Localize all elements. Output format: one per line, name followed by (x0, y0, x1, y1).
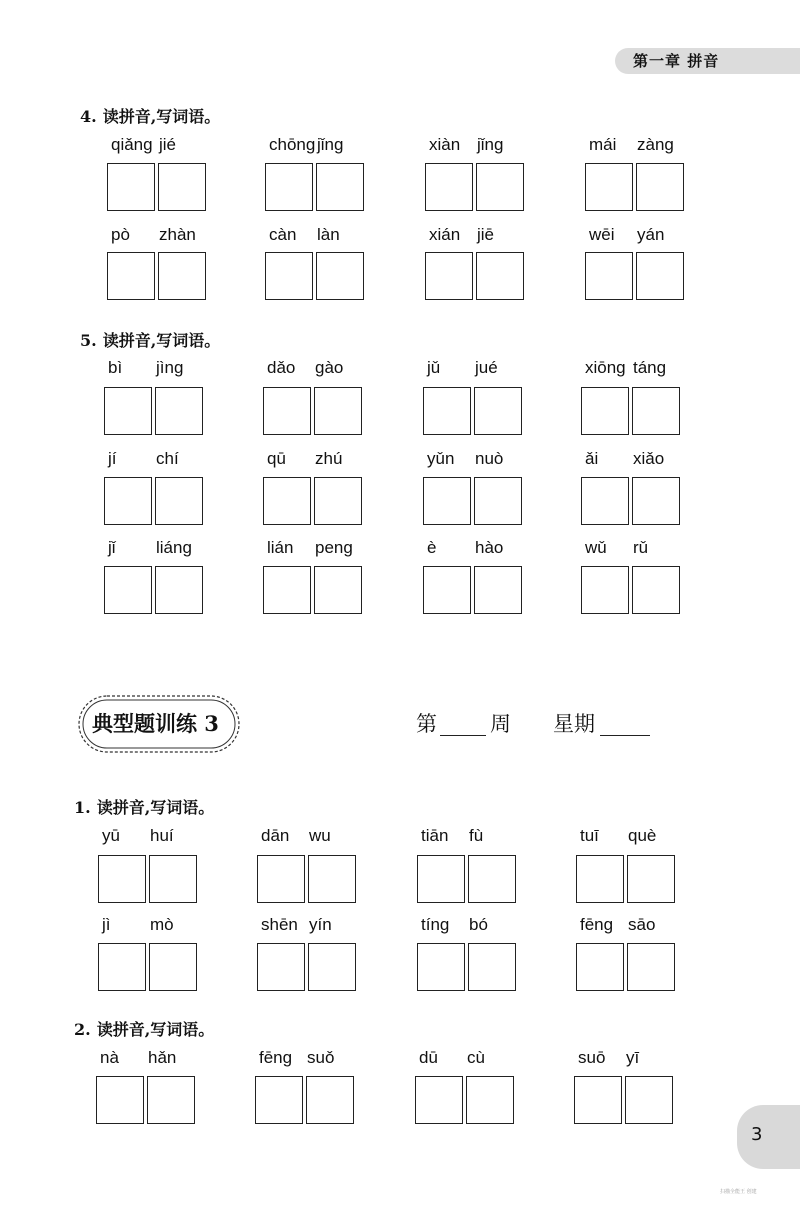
pinyin-syllable: dū (419, 1048, 438, 1067)
pinyin-syllable: jǐng (317, 135, 344, 154)
writing-box[interactable] (263, 477, 311, 525)
writing-box-pair (257, 855, 357, 903)
writing-box[interactable] (147, 1076, 195, 1124)
question-instruction: 读拼音,写词语。 (96, 1020, 215, 1039)
writing-box-pair (265, 252, 365, 300)
pinyin-syllable: jì (102, 915, 111, 934)
pinyin-syllable: dǎo (267, 358, 296, 377)
writing-box[interactable] (314, 566, 362, 614)
writing-box-pair (265, 163, 365, 211)
writing-box[interactable] (632, 566, 680, 614)
pinyin-syllable: pò (111, 225, 130, 244)
writing-box[interactable] (627, 855, 675, 903)
pinyin-syllable: xiǎo (633, 449, 665, 468)
pinyin-syllable: è (427, 538, 437, 557)
writing-box[interactable] (474, 566, 522, 614)
writing-box[interactable] (581, 477, 629, 525)
writing-box-pair (417, 855, 517, 903)
writing-box-pair (581, 477, 681, 525)
weekday-blank[interactable] (600, 734, 650, 736)
writing-box[interactable] (98, 943, 146, 991)
pinyin-syllable: yán (637, 225, 665, 244)
pinyin-syllable: zàng (637, 135, 674, 154)
pinyin-syllable: zhàn (159, 225, 196, 244)
writing-box[interactable] (474, 387, 522, 435)
writing-box-pair (425, 163, 525, 211)
pinyin-syllable: ǎi (585, 449, 599, 468)
pinyin-syllable: dān (261, 826, 290, 845)
writing-box[interactable] (96, 1076, 144, 1124)
pinyin-syllable: làn (317, 225, 340, 244)
writing-box[interactable] (158, 163, 206, 211)
writing-box[interactable] (423, 477, 471, 525)
writing-box[interactable] (104, 477, 152, 525)
week-prefix: 第 (416, 712, 437, 736)
pinyin-syllable: fēng (580, 915, 614, 934)
writing-box[interactable] (581, 566, 629, 614)
writing-box[interactable] (98, 855, 146, 903)
writing-box[interactable] (632, 387, 680, 435)
pinyin-syllable: yī (626, 1048, 640, 1067)
week-word: 周 (490, 712, 511, 736)
pinyin-syllable: mái (589, 135, 617, 154)
question-instruction: 读拼音,写词语。 (102, 107, 221, 126)
writing-box[interactable] (257, 943, 305, 991)
pinyin-syllable: xián (429, 225, 461, 244)
pinyin-syllable: jǐng (477, 135, 504, 154)
writing-box[interactable] (466, 1076, 514, 1124)
pinyin-syllable: yǔn (427, 449, 455, 468)
writing-box[interactable] (263, 387, 311, 435)
pinyin-syllable: jié (159, 135, 177, 154)
pinyin-syllable: jué (475, 358, 498, 377)
writing-box-pair (415, 1076, 515, 1124)
pinyin-syllable: bì (108, 358, 123, 377)
pinyin-syllable: peng (315, 538, 353, 557)
writing-box-pair (417, 943, 517, 991)
pinyin-syllable: wǔ (585, 538, 607, 557)
question-number: 1. (74, 798, 91, 817)
writing-box-pair (423, 566, 523, 614)
pinyin-syllable: liáng (156, 538, 192, 557)
writing-box[interactable] (308, 855, 356, 903)
pinyin-syllable: hào (475, 538, 504, 557)
writing-box-pair (104, 566, 204, 614)
writing-box[interactable] (316, 252, 364, 300)
writing-box[interactable] (632, 477, 680, 525)
question-5-title (80, 328, 220, 351)
writing-box[interactable] (314, 477, 362, 525)
pinyin-syllable: chōng (269, 135, 316, 154)
writing-box[interactable] (476, 252, 524, 300)
writing-box-pair (255, 1076, 355, 1124)
writing-box[interactable] (107, 252, 155, 300)
writing-box[interactable] (149, 855, 197, 903)
writing-box-pair (257, 943, 357, 991)
pinyin-syllable: shēn (261, 915, 298, 934)
writing-box[interactable] (585, 252, 633, 300)
writing-box[interactable] (104, 566, 152, 614)
pinyin-syllable: hǎn (148, 1048, 177, 1067)
writing-box[interactable] (316, 163, 364, 211)
pinyin-syllable: mò (150, 915, 174, 934)
question-instruction: 读拼音,写词语。 (102, 331, 221, 350)
pinyin-syllable: jiē (477, 225, 495, 244)
question-number: 4. (80, 107, 97, 126)
question-instruction: 读拼音,写词语。 (96, 798, 215, 817)
writing-box[interactable] (415, 1076, 463, 1124)
writing-box[interactable] (107, 163, 155, 211)
writing-box[interactable] (417, 943, 465, 991)
question-4-title (80, 104, 220, 127)
question-number: 5. (80, 331, 97, 350)
pinyin-syllable: xiàn (429, 135, 461, 154)
pinyin-syllable: qū (267, 449, 286, 468)
writing-box-pair (423, 387, 523, 435)
writing-box-pair (104, 387, 204, 435)
pinyin-syllable: jìng (156, 358, 184, 377)
writing-box[interactable] (265, 252, 313, 300)
writing-box-pair (576, 943, 676, 991)
writing-box[interactable] (149, 943, 197, 991)
chapter-header: 第一章 拼音 (633, 52, 720, 70)
writing-box-pair (263, 566, 363, 614)
writing-box[interactable] (155, 566, 203, 614)
pinyin-syllable: tíng (421, 915, 450, 934)
weekday-label: 星期 (553, 712, 595, 736)
writing-box[interactable] (585, 163, 633, 211)
pinyin-syllable: nà (100, 1048, 119, 1067)
pinyin-syllable: yín (309, 915, 332, 934)
writing-box[interactable] (314, 387, 362, 435)
writing-box-pair (107, 163, 207, 211)
pinyin-syllable: nuò (475, 449, 504, 468)
writing-box[interactable] (423, 566, 471, 614)
writing-box[interactable] (257, 855, 305, 903)
writing-box[interactable] (468, 855, 516, 903)
writing-box[interactable] (265, 163, 313, 211)
writing-box-pair (98, 855, 198, 903)
writing-box[interactable] (255, 1076, 303, 1124)
writing-box-pair (576, 855, 676, 903)
writing-box-pair (107, 252, 207, 300)
writing-box[interactable] (476, 163, 524, 211)
question-number: 2. (74, 1020, 91, 1039)
pinyin-syllable: suǒ (307, 1048, 335, 1067)
writing-box[interactable] (581, 387, 629, 435)
writing-box-pair (585, 252, 685, 300)
writing-box-pair (581, 566, 681, 614)
writing-box[interactable] (474, 477, 522, 525)
page-number: 3 (751, 1124, 763, 1145)
writing-box-pair (263, 477, 363, 525)
pinyin-syllable: tiān (421, 826, 449, 845)
writing-box-pair (104, 477, 204, 525)
pinyin-syllable: bó (469, 915, 488, 934)
writing-box[interactable] (155, 387, 203, 435)
writing-box[interactable] (636, 252, 684, 300)
pinyin-syllable: jǐ (108, 538, 116, 557)
writing-box[interactable] (576, 943, 624, 991)
pinyin-syllable: jǔ (427, 358, 441, 377)
writing-box[interactable] (263, 566, 311, 614)
writing-box[interactable] (636, 163, 684, 211)
pinyin-syllable: jí (108, 449, 117, 468)
pinyin-syllable: chí (156, 449, 179, 468)
writing-box[interactable] (104, 387, 152, 435)
writing-box[interactable] (627, 943, 675, 991)
writing-box-pair (423, 477, 523, 525)
week-blank[interactable] (440, 734, 486, 736)
pinyin-syllable: què (628, 826, 657, 845)
pinyin-syllable: qiǎng (111, 135, 153, 154)
pinyin-syllable: fù (469, 826, 484, 845)
pinyin-syllable: tuī (580, 826, 599, 845)
footer-note: 扫描全能王 创建 (720, 1189, 757, 1195)
writing-box-pair (585, 163, 685, 211)
question-2-title (74, 1017, 214, 1040)
question-1-title (74, 795, 214, 818)
writing-box[interactable] (468, 943, 516, 991)
writing-box[interactable] (423, 387, 471, 435)
pinyin-syllable: yū (102, 826, 120, 845)
pinyin-syllable: xiōng (585, 358, 626, 377)
pinyin-syllable: gào (315, 358, 344, 377)
writing-box[interactable] (306, 1076, 354, 1124)
pinyin-syllable: lián (267, 538, 294, 557)
writing-box[interactable] (308, 943, 356, 991)
page-number-tab (737, 1105, 800, 1169)
pinyin-syllable: wēi (589, 225, 615, 244)
writing-box-pair (98, 943, 198, 991)
pinyin-syllable: huí (150, 826, 174, 845)
writing-box[interactable] (425, 163, 473, 211)
pinyin-syllable: wu (309, 826, 331, 845)
writing-box-pair (581, 387, 681, 435)
writing-box-pair (96, 1076, 196, 1124)
writing-box[interactable] (425, 252, 473, 300)
writing-box[interactable] (158, 252, 206, 300)
writing-box[interactable] (417, 855, 465, 903)
pinyin-syllable: zhú (315, 449, 343, 468)
writing-box[interactable] (576, 855, 624, 903)
writing-box[interactable] (574, 1076, 622, 1124)
pinyin-syllable: sāo (628, 915, 656, 934)
pinyin-syllable: càn (269, 225, 297, 244)
pinyin-syllable: fēng (259, 1048, 293, 1067)
section-title: 典型题训练 3 (92, 711, 219, 736)
writing-box-pair (263, 387, 363, 435)
writing-box[interactable] (625, 1076, 673, 1124)
writing-box[interactable] (155, 477, 203, 525)
writing-box-pair (425, 252, 525, 300)
writing-box-pair (574, 1076, 674, 1124)
pinyin-syllable: suō (578, 1048, 606, 1067)
pinyin-syllable: táng (633, 358, 667, 377)
pinyin-syllable: rǔ (633, 538, 649, 557)
pinyin-syllable: cù (467, 1048, 485, 1067)
